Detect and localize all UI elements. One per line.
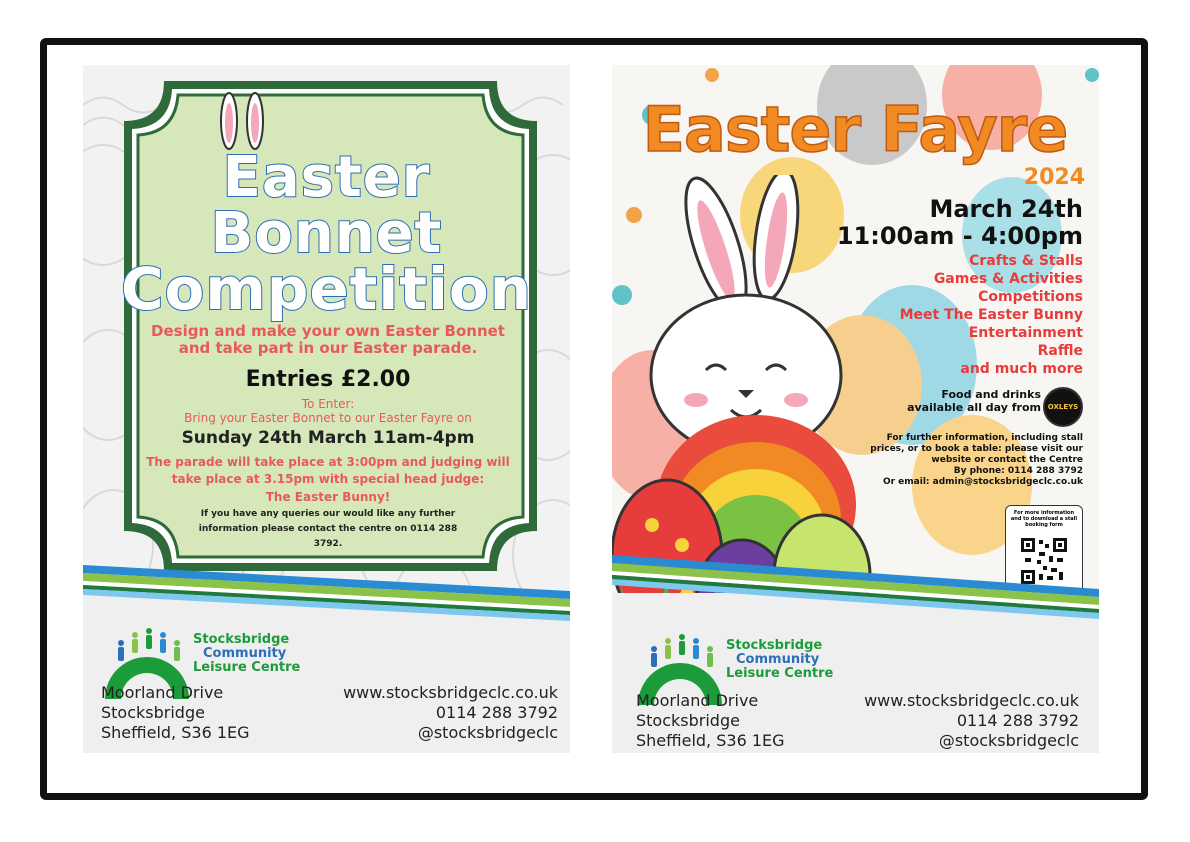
title-competition: Competition <box>120 255 533 323</box>
fayre-time: 11:00am - 4:00pm <box>836 222 1083 250</box>
info-line2: prices, or to book a table: please visit our <box>870 444 1083 454</box>
logo-line-community: Community <box>203 646 287 661</box>
bring-text: Bring your Easter Bonnet to our Easter Fayre on <box>184 411 472 425</box>
logo-line-community: Community <box>736 652 820 667</box>
intro-text: Design and make your own Easter Bonnet and take part in our Easter parade. <box>151 322 505 357</box>
address-line3: Sheffield, S36 1EG <box>101 723 250 742</box>
judge-text: The Easter Bunny! <box>265 490 391 504</box>
logo-line-leisure: Leisure Centre <box>193 660 301 675</box>
footer-right <box>612 593 1099 753</box>
info-text <box>870 433 1083 488</box>
info-email[interactable]: Or email: admin@stocksbridgeclc.co.uk <box>882 477 1083 487</box>
info-line3: website or contact the Centre <box>931 455 1083 465</box>
contact-details <box>864 691 1079 751</box>
bunny-ears-icon <box>211 91 271 151</box>
activity-item: Entertainment <box>968 325 1083 341</box>
phone-number: 0114 288 3792 <box>956 711 1079 730</box>
activity-item: Games & Activities <box>933 271 1083 287</box>
qr-caption: For more information and to download a stall booking form <box>1010 510 1078 528</box>
footer-left <box>83 593 570 753</box>
contact-details <box>343 683 558 743</box>
oxleys-logo: OXLEYS <box>1043 387 1083 427</box>
fayre-year: 2024 <box>1023 165 1085 190</box>
phone-number: 0114 288 3792 <box>435 703 558 722</box>
event-date: Sunday 24th March 11am-4pm <box>181 428 475 448</box>
food-text <box>907 388 1041 414</box>
info-phone: By phone: 0114 288 3792 <box>953 466 1083 476</box>
to-enter-label: To Enter: <box>301 397 355 411</box>
address-line2: Stocksbridge <box>101 703 205 722</box>
social-handle[interactable]: @stocksbridgeclc <box>938 731 1079 750</box>
activity-item: Meet The Easter Bunny <box>899 307 1083 323</box>
logo-line-leisure: Leisure Centre <box>726 666 834 681</box>
activity-item: Raffle <box>1037 343 1083 359</box>
address-line3: Sheffield, S36 1EG <box>636 731 785 750</box>
queries-text: If you have any queries our would like any further information please contact the centre on 0114 288 3792. <box>198 509 458 549</box>
fayre-title: Easter Fayre <box>642 93 1068 166</box>
address-line2: Stocksbridge <box>636 711 740 730</box>
address <box>636 691 785 751</box>
fayre-date: March 24th <box>929 195 1083 223</box>
parade-text: The parade will take place at 3:00pm and judging will take place at 3.15pm with special head judge: <box>146 455 510 486</box>
title-easter: Easter <box>222 145 431 210</box>
activity-item: and much more <box>960 361 1083 377</box>
address-line1: Moorland Drive <box>101 683 224 702</box>
activities-list <box>900 252 1083 378</box>
website-link[interactable]: www.stocksbridgeclc.co.uk <box>343 683 558 702</box>
activity-item: Crafts & Stalls <box>969 253 1083 269</box>
logo-line-stocksbridge: Stocksbridge <box>726 638 823 653</box>
activity-item: Competitions <box>978 289 1083 305</box>
social-handle[interactable]: @stocksbridgeclc <box>417 723 558 742</box>
website-link[interactable]: www.stocksbridgeclc.co.uk <box>864 691 1079 710</box>
title-bonnet: Bonnet <box>210 201 443 266</box>
food-line1: Food and drinks <box>941 388 1041 401</box>
stripe-band <box>612 553 1099 623</box>
address-line1: Moorland Drive <box>636 691 759 710</box>
easter-bonnet-poster <box>83 65 570 753</box>
info-line1: For further information, including stall <box>886 433 1083 443</box>
address <box>101 683 250 743</box>
stripe-band <box>83 563 570 623</box>
logo-line-stocksbridge: Stocksbridge <box>193 632 290 647</box>
easter-fayre-poster <box>612 65 1099 753</box>
entries-fee: Entries £2.00 <box>245 367 411 392</box>
food-line2: available all day from <box>907 401 1041 414</box>
